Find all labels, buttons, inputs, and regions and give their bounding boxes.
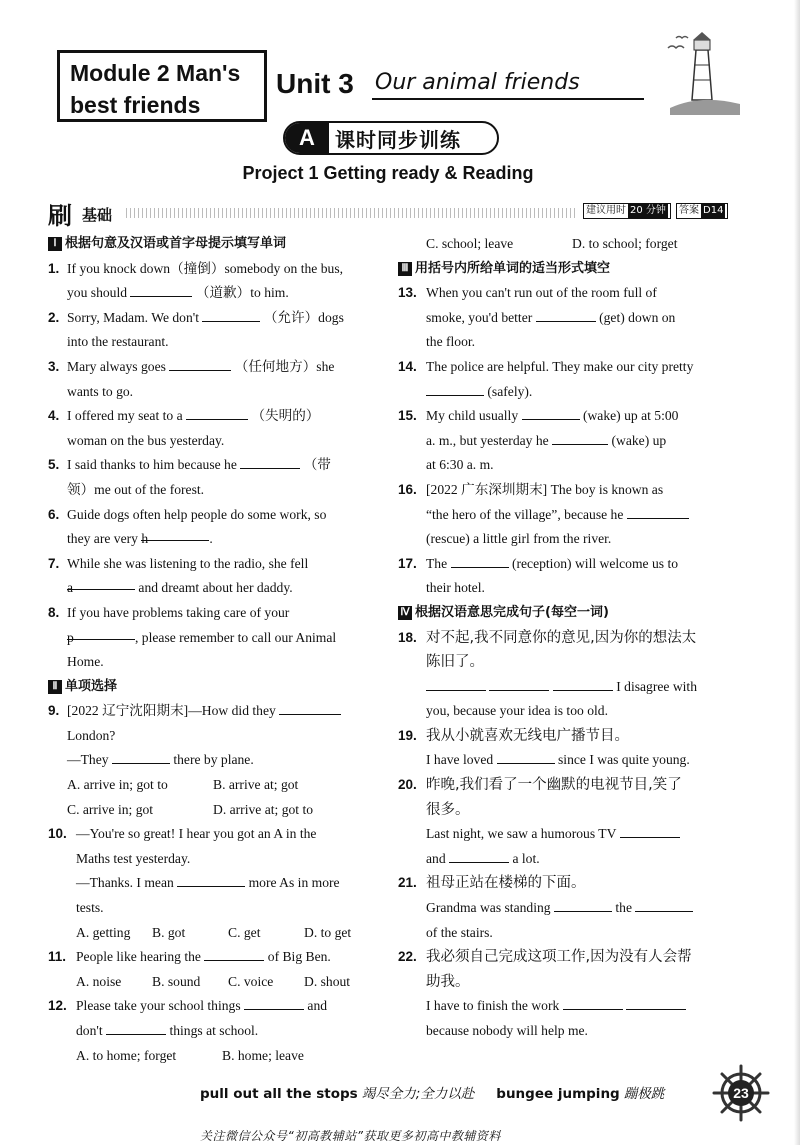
question-19	[398, 724, 730, 773]
q9-line3-post: there by plane.	[173, 752, 254, 768]
q4-pre: I offered my seat to a	[67, 408, 183, 424]
question-3	[48, 355, 380, 404]
question-21	[398, 871, 730, 945]
page-edge-shadow	[794, 0, 800, 1145]
q19-pre: I have loved	[426, 752, 494, 768]
q11-post: of Big Ben.	[267, 949, 331, 965]
question-17	[398, 552, 730, 601]
q21-blank-2[interactable]	[635, 898, 693, 912]
footer-phrase-2-zh: 蹦极跳	[623, 1086, 665, 1102]
q6-blank[interactable]	[141, 527, 209, 547]
question-10-number: 10.	[48, 826, 67, 842]
q5-blank[interactable]	[240, 455, 300, 469]
question-12-number: 12.	[48, 998, 67, 1014]
q10-option-d[interactable]: D. to get	[304, 924, 352, 940]
q13-pre: smoke, you'd better	[426, 309, 533, 325]
q15-post: (wake) up at 5:00	[582, 408, 679, 424]
q7-post: and dreamt about her daddy.	[138, 580, 293, 596]
time-label: 建议用时	[586, 205, 626, 216]
section-1-text: 根据句意及汉语或首字母提示填写单词	[65, 236, 287, 251]
q5-post: （带	[303, 457, 331, 473]
section-1-number: Ⅰ	[48, 237, 62, 251]
q5-pre: I said thanks to him because he	[67, 457, 237, 473]
q12-post: and	[307, 998, 328, 1014]
q7-hint-letter: a	[67, 580, 74, 596]
q8-line3: Home.	[67, 654, 104, 670]
question-4	[48, 404, 380, 453]
question-22	[398, 945, 730, 1043]
footer-phrase-1-zh: 竭尽全力;全力以赴	[361, 1086, 475, 1102]
shua-label: 刷	[48, 202, 72, 230]
q15-blank-1[interactable]	[522, 406, 580, 420]
question-15	[398, 404, 730, 478]
footer-phrase-2-en: bungee jumping	[496, 1086, 620, 1102]
q3-line2: wants to go.	[67, 383, 134, 399]
q21-zh: 祖母正站在楼梯的下面。	[426, 875, 586, 892]
unit-underline	[372, 98, 644, 100]
q22-pre: I have to finish the work	[426, 998, 560, 1014]
q11-option-a[interactable]: A. noise	[76, 973, 122, 989]
q15-line2-post: (wake) up	[611, 432, 667, 448]
q6-pre: they are very	[67, 531, 138, 547]
q16-blank[interactable]	[627, 505, 689, 519]
question-16	[398, 478, 730, 552]
q2-pre: Sorry, Madam. We don't	[67, 309, 199, 325]
section-4-text: 根据汉语意思完成句子(每空一词)	[415, 604, 609, 620]
question-17-number: 17.	[398, 555, 417, 571]
answer-label: 答案	[679, 205, 699, 216]
q13-line3: the floor.	[426, 334, 476, 350]
q8-post: , please remember to call our Animal	[135, 629, 337, 645]
q9-options-row1	[48, 773, 380, 798]
q10-line3-post: more As in more	[248, 875, 340, 891]
q7-line1: While she was listening to the radio, she fell	[67, 555, 309, 571]
q11-option-d[interactable]: D. shout	[304, 973, 351, 989]
q4-post: （失明的）	[251, 408, 320, 424]
question-18	[398, 626, 730, 724]
q18-zh-line2: 陈旧了。	[426, 654, 484, 671]
q13-post: (get) down on	[599, 309, 676, 325]
q14-post: (safely).	[487, 383, 533, 399]
unit-title: Unit 3	[276, 68, 354, 99]
q15-line3: at 6:30 a. m.	[426, 457, 494, 473]
q9-option-b[interactable]: B. arrive at; got	[213, 777, 299, 793]
banner-text: 课时同步训练	[335, 127, 461, 152]
section-1-title	[48, 232, 380, 257]
q9-line2: London?	[67, 727, 116, 743]
q21-pre: Grandma was standing	[426, 900, 551, 916]
question-7-number: 7.	[48, 555, 60, 571]
q8-hint-letter: p	[67, 629, 74, 645]
q11-blank[interactable]	[204, 947, 264, 961]
banner-letter: A	[285, 123, 329, 153]
question-1-number: 1.	[48, 260, 60, 276]
q1-line2-pre: you should	[67, 285, 128, 301]
q6-line1: Guide dogs often help people do some work, so	[67, 506, 327, 522]
q10-line2: Maths test yesterday.	[76, 850, 191, 866]
q17-line2: their hotel.	[426, 580, 485, 596]
q17-blank[interactable]	[451, 554, 509, 568]
q12-pre: Please take your school things	[76, 998, 241, 1014]
question-2	[48, 306, 380, 355]
q12-line2-post: things at school.	[169, 1023, 259, 1038]
q21-mid: the	[615, 900, 633, 916]
q18-blank-1[interactable]	[426, 677, 486, 691]
q9-option-a[interactable]: A. arrive in; got to	[67, 777, 168, 793]
question-22-number: 22.	[398, 949, 417, 965]
q12-blank-2[interactable]	[106, 1021, 166, 1035]
q20-pre: Last night, we saw a humorous TV	[426, 826, 617, 842]
q6-post: .	[209, 531, 213, 547]
question-13-number: 13.	[398, 285, 417, 301]
question-5-number: 5.	[48, 457, 60, 473]
section-3-text: 用括号内所给单词的适当形式填空	[415, 260, 611, 276]
q12-option-a[interactable]: A. to home; forget	[76, 1047, 177, 1063]
q9-option-d[interactable]: D. arrive at; got to	[213, 801, 314, 817]
q8-blank[interactable]	[67, 626, 135, 645]
question-3-number: 3.	[48, 358, 60, 374]
q20-line4-pre: and	[426, 850, 446, 866]
q14-line1: The police are helpful. They make our city pretty	[426, 358, 694, 374]
q11-option-b[interactable]: B. sound	[152, 973, 201, 989]
q1-line1: If you knock down（撞倒）somebody on the bus,	[67, 260, 344, 276]
time-tag	[583, 203, 671, 219]
q19-zh: 我从小就喜欢无线电广播节目。	[426, 727, 629, 744]
q9-blank-2[interactable]	[112, 750, 170, 764]
q17-post: (reception) will welcome us to	[511, 555, 679, 571]
question-13	[398, 281, 730, 355]
project-title: Project 1 Getting ready & Reading	[242, 163, 534, 183]
q13-line1: When you can't run out of the room full of	[426, 285, 657, 301]
lesson-banner	[283, 121, 499, 155]
page-number: 23	[733, 1085, 749, 1101]
q14-blank[interactable]	[426, 382, 484, 396]
q22-zh-line2: 助我。	[426, 973, 470, 990]
q18-blank-3[interactable]	[553, 677, 613, 691]
q20-blank-2[interactable]	[449, 849, 509, 863]
question-11-number: 11.	[48, 949, 67, 965]
question-7	[48, 552, 380, 601]
q9-option-c[interactable]: C. arrive in; got	[67, 801, 154, 817]
q16-pre: “the hero of the village”, because he	[426, 506, 624, 522]
module-title-line2: best friends	[70, 92, 201, 118]
section-2-text: 单项选择	[65, 678, 118, 694]
question-15-number: 15.	[398, 408, 417, 424]
q4-blank[interactable]	[186, 406, 248, 420]
question-9	[48, 699, 380, 773]
q15-blank-2[interactable]	[552, 431, 608, 445]
section-3-number: Ⅲ	[398, 262, 412, 276]
q10-option-a[interactable]: A. getting	[76, 924, 131, 940]
q1-line2-post: （道歉）to him.	[195, 285, 289, 301]
q3-post: （任何地方）she	[234, 358, 335, 374]
q5-line2: 领）me out of the forest.	[67, 481, 205, 497]
q10-line3-pre: —Thanks. I mean	[76, 875, 174, 891]
question-10	[48, 822, 380, 920]
q11-options	[48, 970, 380, 995]
footer-phrases	[200, 1082, 686, 1102]
q10-options	[48, 921, 380, 946]
q12-line2-pre: don't	[76, 1023, 103, 1038]
q3-blank[interactable]	[169, 357, 231, 371]
q20-blank-1[interactable]	[620, 824, 680, 838]
q15-pre: My child usually	[426, 408, 519, 424]
q12-option-c[interactable]: C. school; leave	[426, 236, 514, 251]
question-2-number: 2.	[48, 309, 60, 325]
q16-line1: [2022 广东深圳期末] The boy is known as	[426, 481, 664, 497]
question-18-number: 18.	[398, 629, 417, 645]
q9-blank-1[interactable]	[279, 701, 341, 715]
q12-options-row2	[398, 232, 730, 257]
q9-line3-pre: —They	[67, 752, 109, 768]
section-2-title	[48, 675, 380, 700]
q18-blank-2[interactable]	[489, 677, 549, 691]
question-16-number: 16.	[398, 481, 417, 497]
question-1	[48, 257, 380, 306]
q13-blank[interactable]	[536, 308, 596, 322]
q10-line4: tests.	[76, 900, 104, 916]
question-14	[398, 355, 730, 404]
question-6	[48, 503, 380, 552]
q18-en-post: I disagree with	[616, 678, 697, 694]
q12-option-b[interactable]: B. home; leave	[222, 1047, 304, 1063]
q2-post: （允许）dogs	[263, 309, 344, 325]
time-value: 20 分钟	[630, 205, 666, 216]
question-21-number: 21.	[398, 875, 417, 891]
section-2-number: Ⅱ	[48, 680, 62, 694]
answer-value: D14	[703, 205, 724, 216]
footer-phrase-1-en: pull out all the stops	[200, 1086, 358, 1102]
left-column	[48, 232, 380, 1068]
q7-blank[interactable]	[67, 576, 135, 596]
q19-blank[interactable]	[497, 750, 555, 764]
q15-line2-pre: a. m., but yesterday he	[426, 432, 549, 448]
question-11	[48, 945, 380, 970]
q11-pre: People like hearing the	[76, 949, 201, 965]
q19-post: since I was quite young.	[558, 752, 690, 768]
question-4-number: 4.	[48, 408, 60, 424]
section-3-title	[398, 257, 730, 282]
q22-line4: because nobody will help me.	[426, 1023, 588, 1038]
section-4-number: Ⅳ	[398, 606, 412, 620]
q16-line3: (rescue) a little girl from the river.	[426, 531, 612, 547]
q12-blank-1[interactable]	[244, 996, 304, 1010]
question-6-number: 6.	[48, 506, 60, 522]
q20-zh-line2: 很多。	[426, 801, 470, 818]
q2-blank[interactable]	[202, 308, 260, 322]
q10-option-c[interactable]: C. get	[228, 924, 261, 940]
module-title-line1: Module 2 Man's	[70, 60, 241, 86]
q1-blank[interactable]	[130, 283, 192, 297]
header-stripe	[126, 208, 578, 218]
q22-blank-2[interactable]	[626, 996, 686, 1010]
q22-zh-line1: 我必须自己完成这项工作,因为没有人会帮	[426, 949, 692, 966]
q20-zh-line1: 昨晚,我们看了一个幽默的电视节目,笑了	[426, 777, 682, 794]
answer-tag	[676, 203, 728, 219]
q12-options-row1	[48, 1044, 380, 1069]
q21-line3: of the stairs.	[426, 924, 493, 940]
question-8-number: 8.	[48, 604, 60, 620]
section-4-title	[398, 601, 730, 626]
question-20-number: 20.	[398, 777, 417, 793]
q9-pre: [2022 辽宁沈阳期末]—How did they	[67, 703, 276, 719]
q12-option-d[interactable]: D. to school; forget	[572, 236, 678, 251]
right-column	[398, 232, 730, 1044]
q10-blank[interactable]	[177, 873, 245, 887]
q2-line2: into the restaurant.	[67, 334, 169, 350]
module-title-box	[57, 50, 267, 122]
question-20	[398, 773, 730, 871]
bottom-note: 关注微信公众号“初高教辅站”获取更多初高中教辅资料	[200, 1129, 501, 1143]
q3-pre: Mary always goes	[67, 358, 166, 374]
jichu-label: 基础	[82, 206, 113, 224]
question-9-number: 9.	[48, 703, 60, 719]
q20-line4-post: a lot.	[512, 850, 540, 866]
q6-hint-letter: h	[141, 531, 149, 547]
question-5	[48, 453, 380, 502]
question-12	[48, 994, 380, 1043]
q8-line1: If you have problems taking care of your	[67, 604, 290, 620]
question-14-number: 14.	[398, 358, 417, 374]
q10-line1: —You're so great! I hear you got an A in the	[76, 826, 317, 842]
unit-subtitle: Our animal friends	[375, 70, 580, 95]
q18-zh-line1: 对不起,我不同意你的意见,因为你的想法太	[426, 629, 697, 646]
lighthouse-icon	[660, 30, 740, 115]
q22-blank-1[interactable]	[563, 996, 623, 1010]
question-19-number: 19.	[398, 727, 417, 743]
q18-en-line2: you, because your idea is too old.	[426, 703, 608, 719]
q17-pre: The	[426, 555, 448, 571]
q11-option-c[interactable]: C. voice	[228, 973, 274, 989]
q4-line2: woman on the bus yesterday.	[67, 432, 225, 448]
q10-option-b[interactable]: B. got	[152, 924, 186, 940]
q9-options-row2	[48, 798, 380, 823]
q21-blank-1[interactable]	[554, 898, 612, 912]
question-8	[48, 601, 380, 675]
